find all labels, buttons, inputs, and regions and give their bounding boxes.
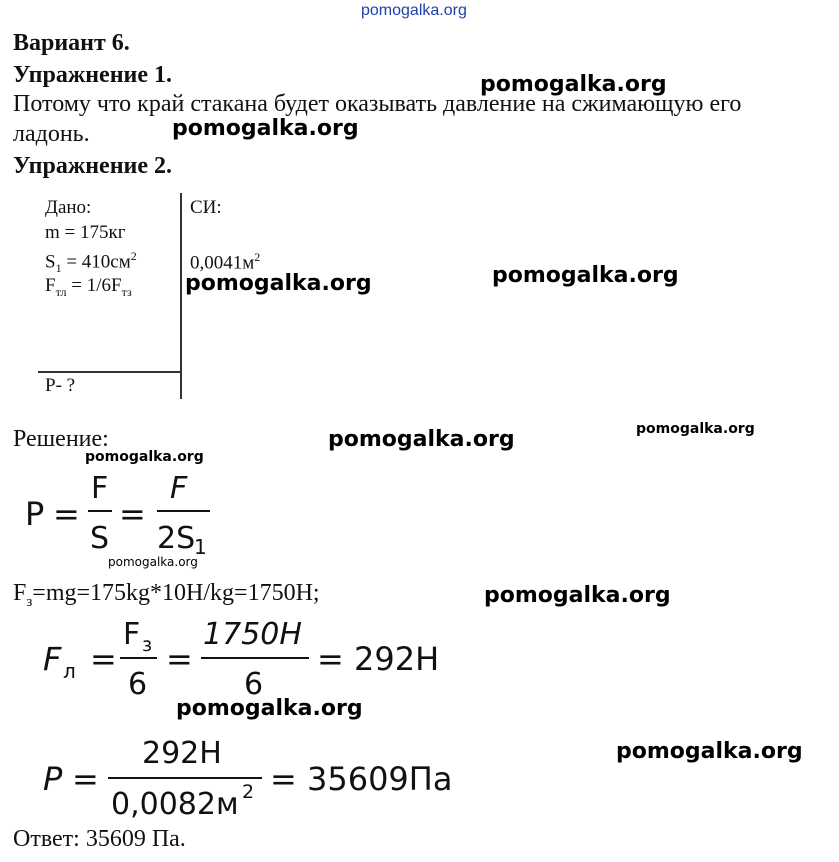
f2-frac1-num-sub: з	[142, 634, 153, 656]
f2-frac2-den: 6	[244, 667, 264, 702]
f2-frac1-num: F	[123, 617, 141, 652]
solution-label: Решение:	[13, 426, 109, 452]
given-mass: m = 175кг	[45, 222, 126, 243]
watermark: pomogalka.org	[616, 739, 803, 764]
variant-heading: Вариант 6.	[13, 30, 130, 56]
formula-pressure	[20, 465, 240, 560]
final-answer: Ответ: 35609 Па.	[13, 826, 186, 852]
watermark: pomogalka.org	[185, 271, 372, 296]
given-area	[45, 249, 137, 276]
f1-frac2-den: 2S	[157, 521, 196, 556]
f2-lhs-sub: л	[63, 659, 76, 683]
f3-eq1: =	[72, 760, 99, 798]
f1-frac2-num: F	[170, 471, 188, 506]
f3-num: 292Н	[142, 736, 222, 771]
f1-frac1-bar	[88, 510, 112, 512]
fz-symbol: F	[13, 580, 27, 606]
given-force-sub2: тз	[121, 284, 132, 299]
site-link[interactable]: pomogalka.org	[361, 2, 467, 19]
f1-frac2-bar	[157, 510, 210, 512]
f2-frac1-den: 6	[128, 667, 148, 702]
find-label: P- ?	[45, 375, 76, 396]
f3-result: = 35609Па	[270, 760, 453, 798]
f1-frac1-num: F	[91, 471, 109, 506]
fz-sub: з	[26, 593, 33, 610]
si-value-sup: 2	[254, 250, 261, 264]
given-force-value: = 1/6F	[66, 275, 122, 296]
f1-frac1-den: S	[90, 521, 110, 556]
watermark: pomogalka.org	[492, 263, 679, 288]
f3-den-sup: 2	[242, 781, 255, 803]
given-area-symbol: S	[45, 251, 56, 273]
f1-eq2: =	[119, 495, 146, 533]
given-force	[45, 275, 132, 300]
f2-lhs: F	[43, 640, 62, 678]
watermark: pomogalka.org	[480, 72, 667, 97]
given-force-sub: тл	[55, 284, 67, 299]
si-label: СИ:	[190, 197, 222, 218]
si-value-text: 0,0041м	[190, 252, 255, 274]
f3-bar	[108, 777, 262, 779]
given-area-sub: 1	[55, 261, 62, 276]
given-divider-horizontal	[38, 371, 180, 373]
formula-final-pressure	[35, 730, 465, 825]
gravity-force-line	[13, 580, 320, 611]
f2-frac2-num: 1750H	[203, 617, 302, 652]
watermark: pomogalka.org	[328, 427, 515, 452]
given-divider-vertical	[180, 193, 182, 399]
f2-frac1-bar	[120, 657, 157, 659]
given-label: Дано:	[45, 197, 92, 218]
watermark: pomogalka.org	[484, 583, 671, 608]
f2-eq2: =	[166, 640, 193, 678]
watermark: pomogalka.org	[108, 555, 198, 569]
f2-frac2-bar	[201, 657, 309, 659]
fz-rest: =mg=175kg*10H/kg=1750H;	[32, 580, 320, 606]
f1-eq1: =	[53, 495, 80, 533]
f2-eq1: =	[90, 640, 117, 678]
exercise1-answer-line1: Потому что край стакана будет оказывать давление на сжимающую его	[13, 91, 742, 117]
watermark: pomogalka.org	[85, 449, 204, 465]
f3-lhs: P	[43, 760, 63, 798]
exercise1-title: Упражнение 1.	[13, 62, 173, 88]
formula-moon-force	[35, 612, 455, 702]
given-area-sup: 2	[130, 249, 137, 263]
f2-result: = 292Н	[317, 640, 440, 678]
watermark: pomogalka.org	[636, 421, 755, 437]
f3-den: 0,0082м	[111, 787, 239, 822]
f1-lhs: P	[25, 495, 45, 533]
given-force-symbol: F	[45, 275, 56, 296]
exercise1-answer-line2: ладонь.	[13, 121, 90, 147]
watermark: pomogalka.org	[176, 696, 363, 721]
exercise2-title: Упражнение 2.	[13, 153, 173, 179]
f1-frac2-den-sub: 1	[194, 535, 207, 559]
watermark: pomogalka.org	[172, 116, 359, 141]
given-area-value: = 410см	[61, 251, 131, 273]
